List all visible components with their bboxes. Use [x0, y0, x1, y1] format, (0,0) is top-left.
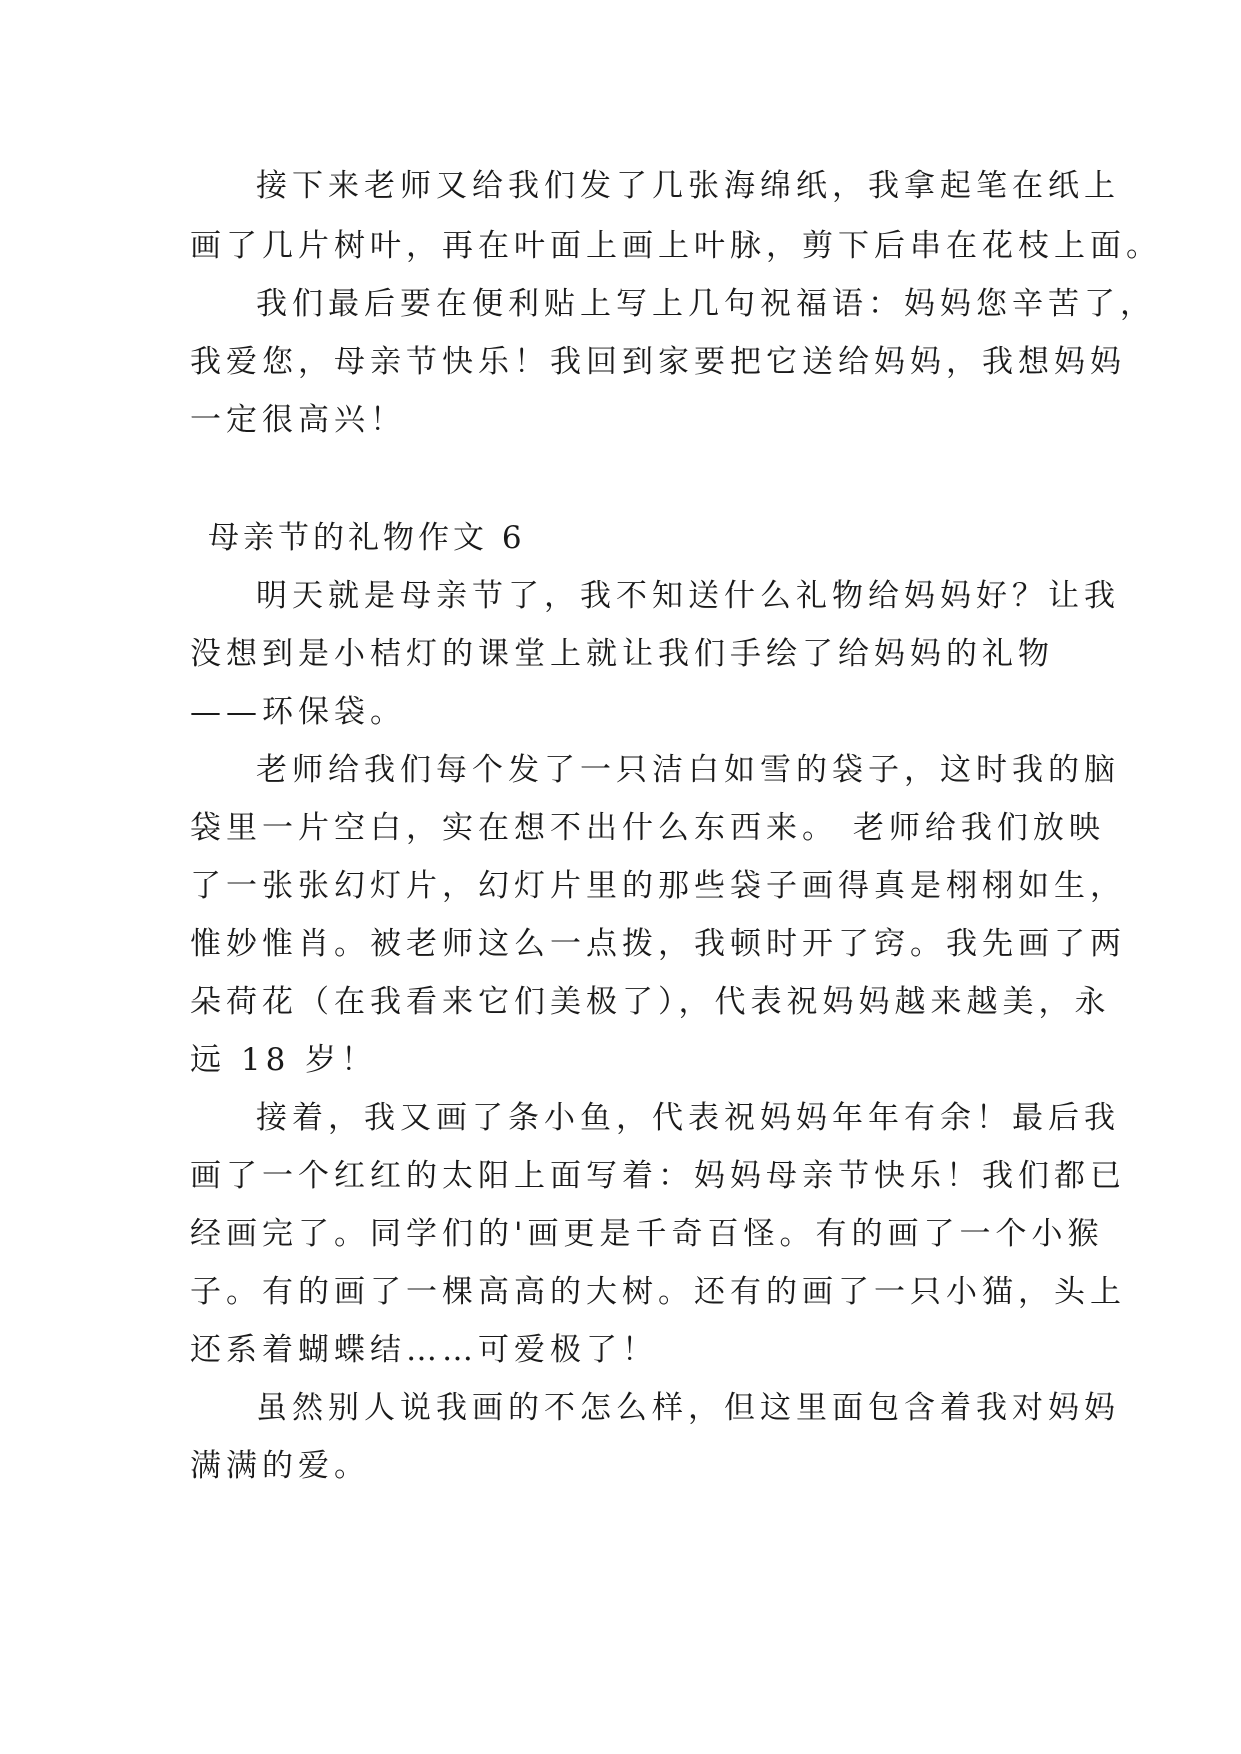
paragraph-line: 画了几片树叶，再在叶面上画上叶脉，剪下后串在花枝上面。 [190, 228, 1162, 264]
paragraph-line: 接下来老师又给我们发了几张海绵纸，我拿起笔在纸上 [256, 168, 1120, 204]
paragraph-line: 袋里一片空白，实在想不出什么东西来。 老师给我们放映 [190, 810, 1105, 846]
paragraph-line: 虽然别人说我画的不怎么样，但这里面包含着我对妈妈 [256, 1390, 1120, 1426]
paragraph-line: 了一张张幻灯片，幻灯片里的那些袋子画得真是栩栩如生， [190, 868, 1126, 904]
paragraph-line: 画了一个红红的太阳上面写着：妈妈母亲节快乐！我们都已 [190, 1158, 1126, 1194]
paragraph-line: 我爱您，母亲节快乐！我回到家要把它送给妈妈，我想妈妈 [190, 344, 1126, 380]
paragraph-line: ——环保袋。 [190, 694, 406, 730]
paragraph-line: 没想到是小桔灯的课堂上就让我们手绘了给妈妈的礼物 [190, 636, 1054, 672]
paragraph-line: 一定很高兴！ [190, 402, 406, 438]
paragraph-line: 朵荷花（在我看来它们美极了），代表祝妈妈越来越美，永 [190, 984, 1111, 1020]
paragraph-line: 惟妙惟肖。被老师这么一点拨，我顿时开了窍。我先画了两 [190, 926, 1126, 962]
paragraph-line: 经画完了。同学们的'画更是千奇百怪。有的画了一个小猴 [190, 1216, 1104, 1252]
paragraph-line: 子。有的画了一棵高高的大树。还有的画了一只小猫，头上 [190, 1274, 1126, 1310]
paragraph-line: 还系着蝴蝶结……可爱极了！ [190, 1332, 658, 1368]
paragraph-line: 远 18 岁！ [190, 1042, 378, 1078]
paragraph-line: 我们最后要在便利贴上写上几句祝福语：妈妈您辛苦了， [256, 286, 1156, 322]
paragraph-line: 满满的爱。 [190, 1448, 370, 1484]
paragraph-line: 接着，我又画了条小鱼，代表祝妈妈年年有余！最后我 [256, 1100, 1120, 1136]
paragraph-line: 老师给我们每个发了一只洁白如雪的袋子，这时我的脑 [256, 752, 1120, 788]
section-title: 母亲节的礼物作文 6 [208, 520, 526, 556]
paragraph-line: 明天就是母亲节了，我不知送什么礼物给妈妈好？让我 [256, 578, 1120, 614]
